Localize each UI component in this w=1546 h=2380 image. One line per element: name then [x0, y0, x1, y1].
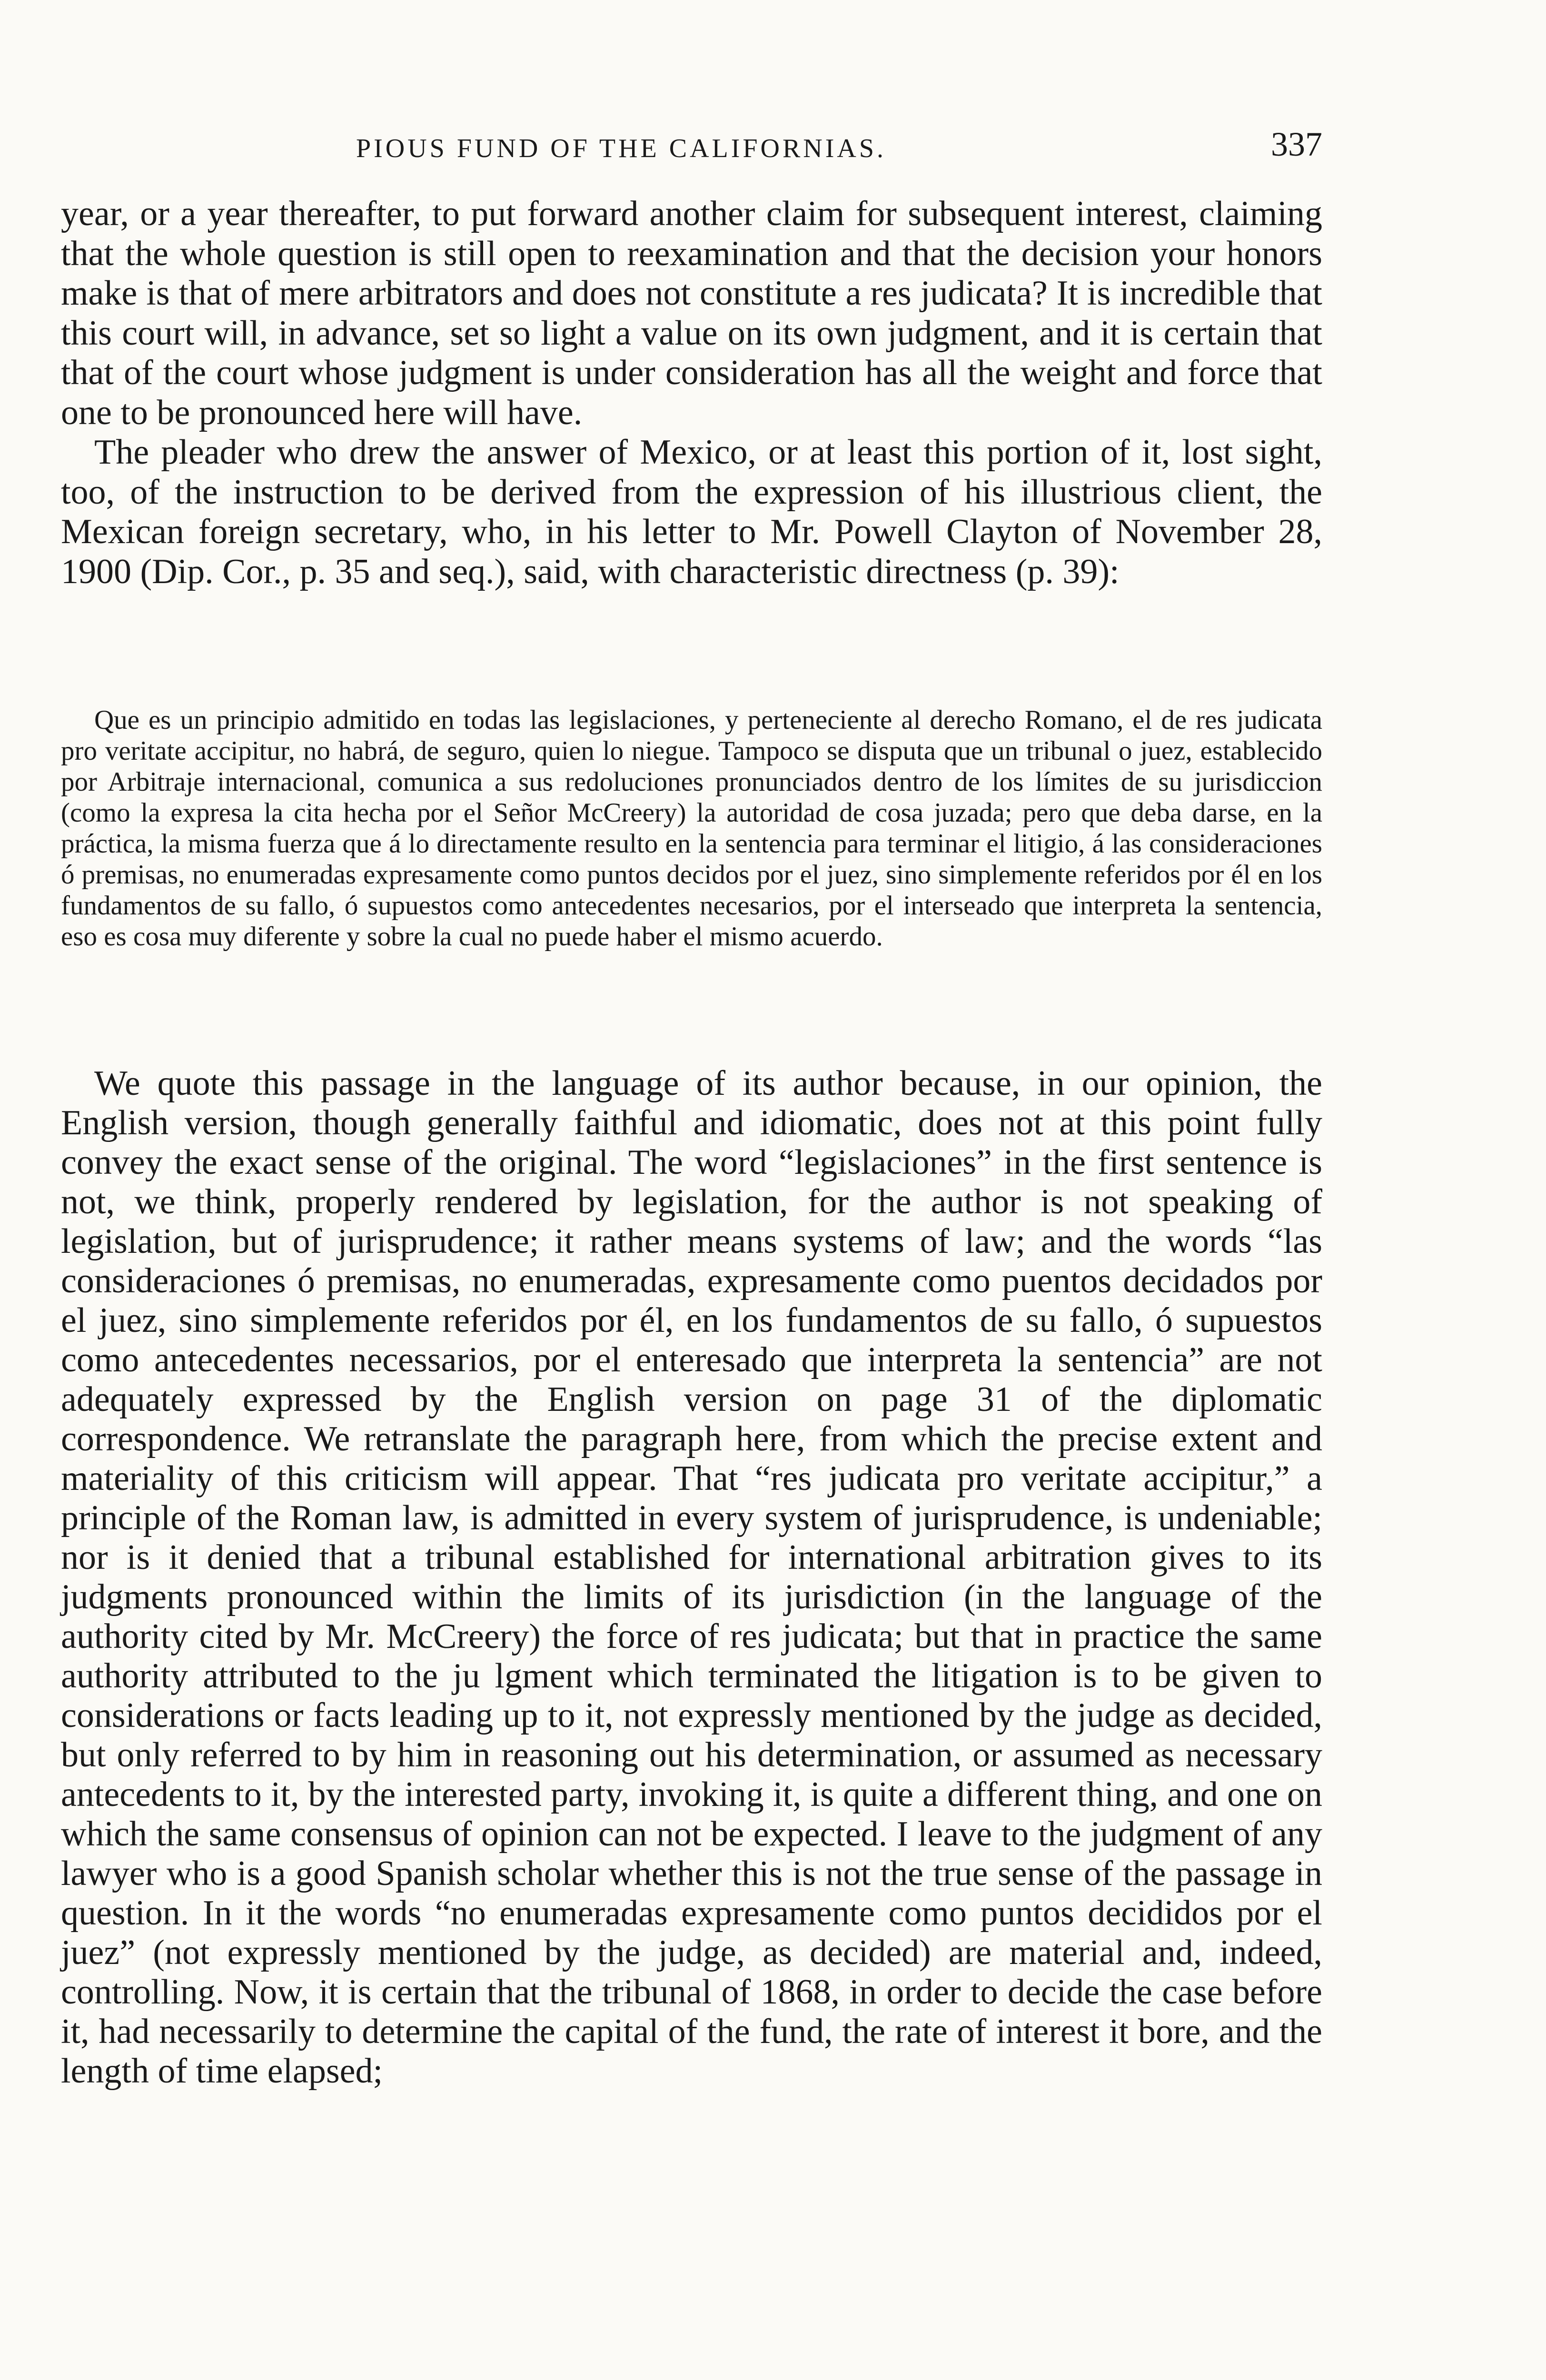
body-text-top: [61, 194, 1322, 592]
paragraph-2: The pleader who drew the answer of Mexico, or at least this portion of it, lost sight, too, of the instruction to be derived from the expression of his illustrious client, the Mexican foreign secretary, who, in his letter to Mr. Powell Clayton of November 28, 1900 (Dip. Cor., p. 35 and seq.), said, with characteristic directness (p. 39):: [61, 433, 1322, 591]
body-text-bottom: [61, 1064, 1322, 2091]
paragraph-3: We quote this passage in the language of its author because, in our opinion, the English version, though generally faithful and idiomatic, does not at this point fully convey the exact sense of the original. The word “legislaciones” in the first sentence is not, we think, properly rendered by legislation, for the author is not speaking of legislation, but of jurisprudence; it rather means systems of law; and the words “las consideraciones ó premisas, no enumeradas, expresamente como puentos decidados por el juez, sino simplemente referidos por él, en los fundamentos de su fallo, ó supuestos como antecedentes necessarios, por el enteresado que interpreta la sentencia” are not adequately expressed by the English version on page 31 of the diplomatic correspondence. We retranslate the paragraph here, from which the precise extent and materiality of this criticism will appear. That “res judicata pro veritate accipitur,” a principle of the Roman law, is admitted in every system of jurisprudence, is undeniable; nor is it denied that a tribunal established for international arbitration gives to its judgments pronounced within the limits of its jurisdiction (in the language of the authority cited by Mr. McCreery) the force of res judicata; but that in practice the same authority attributed to the ju lgment which terminated the litigation is to be given to considerations or facts leading up to it, not expressly mentioned by the judge as decided, but only referred to by him in reasoning out his determination, or assumed as necessary antecedents to it, by the interested party, invoking it, is quite a different thing, and one on which the same consensus of opinion can not be expected. I leave to the judgment of any lawyer who is a good Spanish scholar whether this is not the true sense of the passage in question. In it the words “no enumeradas expresamente como puntos decididos por el juez” (not expressly mentioned by the judge, as decided) are material and, indeed, controlling. Now, it is certain that the tribunal of 1868, in order to decide the case before it, had necessarily to determine the capital of the fund, the rate of interest it bore, and the length of time elapsed;: [61, 1064, 1322, 2091]
quotation-text: Que es un principio admitido en todas las legislaciones, y perteneciente al derecho Romano, el de res judicata pro veritate accipitur, no habrá, de seguro, quien lo niegue. Tampoco se disputa que un tribunal o juez, establecido por Arbitraje internacional, comunica a sus redoluciones pronunciados dentro de los límites de su jurisdiccion (como la expresa la cita hecha por el Señor McCreery) la autoridad de cosa juzada; pero que deba darse, en la práctica, la misma fuerza que á lo directamente resulto en la sentencia para terminar el litigio, á las consideraciones ó premisas, no enumeradas expresamente como puntos decidos por el juez, sino simplemente referidos por él en los fundamentos de su fallo, ó supuestos como antecedentes necesarios, por el interseado que interpreta la sentencia, eso es cosa muy diferente y sobre la cual no puede haber el mismo acuerdo.: [61, 705, 1322, 952]
running-title: PIOUS FUND OF THE CALIFORNIAS.: [356, 134, 886, 163]
paragraph-1: year, or a year thereafter, to put forward another claim for subsequent interest, claiming that the whole question is still open to reexamination and that the decision your honors make is that of mere arbitrators and does not constitute a res judicata? It is incredible that this court will, in advance, set so light a value on its own judgment, and it is certain that that of the court whose judgment is under consideration has all the weight and force that one to be pronounced here will have.: [61, 194, 1322, 432]
page-header: [61, 125, 1322, 177]
page-number: 337: [1271, 125, 1322, 163]
spanish-quotation: [61, 704, 1322, 952]
